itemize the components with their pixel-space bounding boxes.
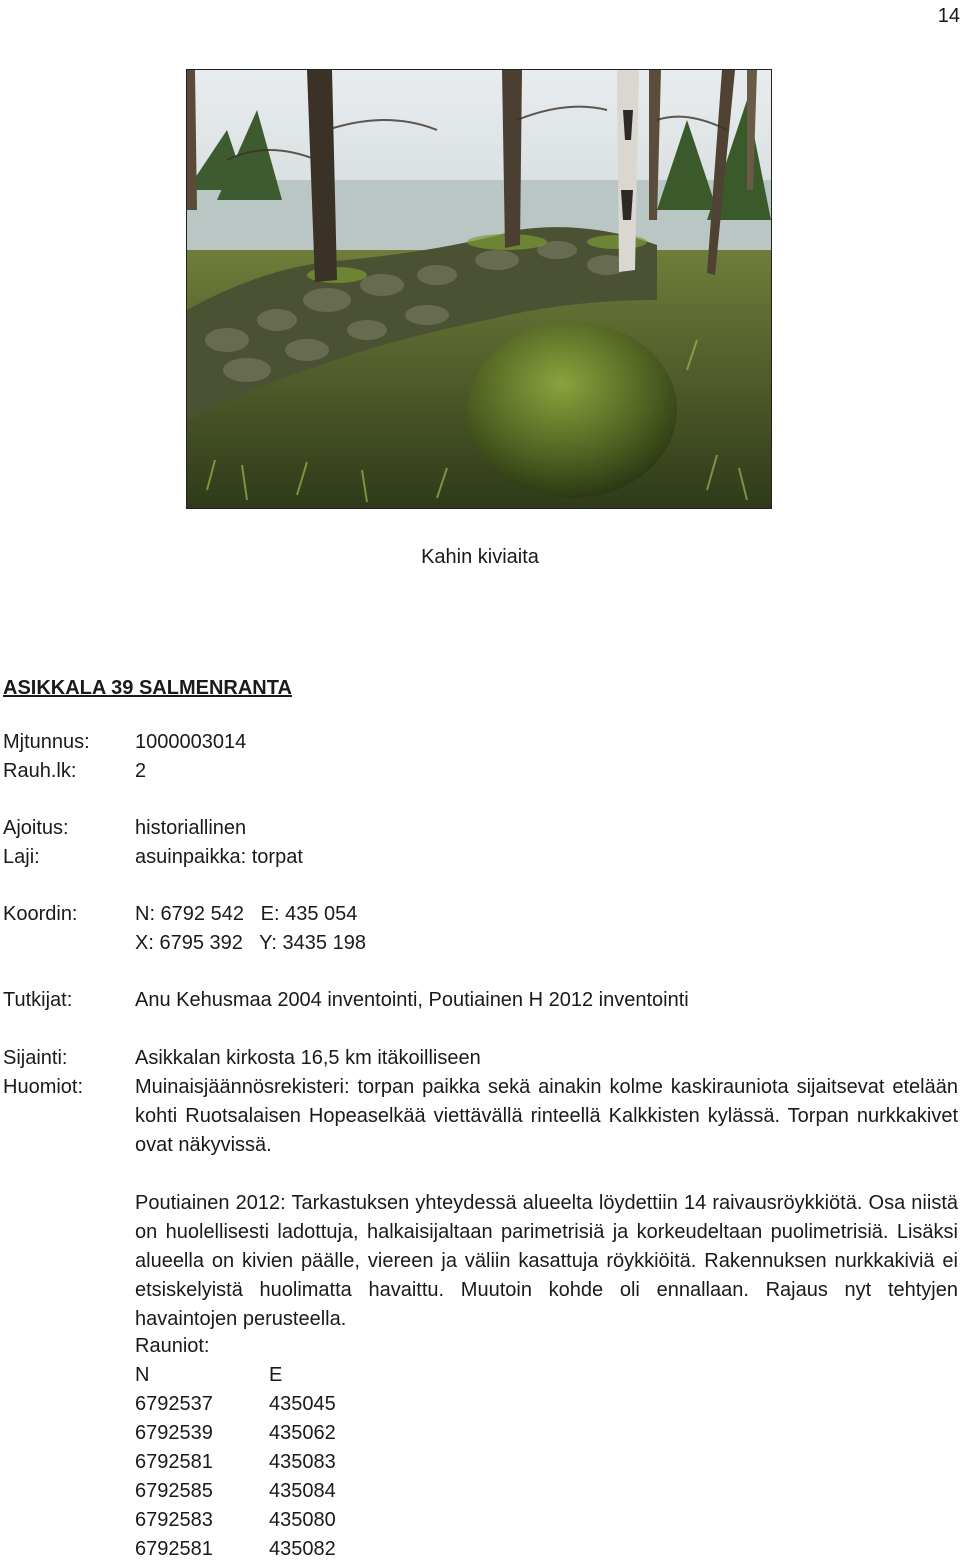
rauniot-header-e: E [269,1364,283,1386]
photo-caption: Kahin kiviaita [421,546,539,568]
mjtunnus-value: 1000003014 [135,731,247,753]
rauniot-n: 6792585 [135,1480,213,1502]
tutkijat-value: Anu Kehusmaa 2004 inventointi, Poutiainen H 2012 inventointi [135,989,689,1011]
koordin-line1: N: 6792 542 E: 435 054 [135,903,358,925]
huomiot-text [135,1073,958,1334]
koordin-line2: X: 6795 392 Y: 3435 198 [135,932,366,954]
ajoitus-label: Ajoitus: [3,817,69,839]
laji-value: asuinpaikka: torpat [135,846,303,868]
rauniot-e: 435062 [269,1422,336,1444]
huomiot-paragraph-1: Muinaisjäännösrekisteri: torpan paikka sekä ainakin kolme kaskirauniota sijaitsevat etelään kohti Ruotsalaisen Hopeaselkää viettävällä rinteellä Kalkkisten kylässä. Torpan nurkkakivet ovat näkyvissä. [135,1076,958,1156]
koordin-label: Koordin: [3,903,78,925]
table-row [135,1506,336,1535]
table-row [135,1535,336,1564]
ajoitus-value: historiallinen [135,817,247,839]
site-title: ASIKKALA 39 SALMENRANTA [3,677,292,699]
table-row [135,1448,336,1477]
sijainti-label: Sijainti: [3,1047,68,1069]
rauniot-n: 6792537 [135,1393,213,1415]
tutkijat-label: Tutkijat: [3,989,73,1011]
rauniot-header-n: N [135,1364,150,1386]
laji-label: Laji: [3,846,40,868]
rauh-value: 2 [135,760,147,782]
rauniot-table [135,1361,336,1564]
photo-forest-stone-wall [187,70,771,508]
rauniot-n: 6792581 [135,1451,213,1473]
page-number: 14 [937,5,960,27]
rauniot-header-row [135,1361,336,1390]
rauniot-e: 435084 [269,1480,336,1502]
rauniot-e: 435080 [269,1509,336,1531]
site-photo [186,69,772,509]
huomiot-paragraph-2: Poutiainen 2012: Tarkastuksen yhteydessä alueelta löydettiin 14 raivausröykkiötä. Osa niistä on huolellisesti ladottuja, halkaisijaltaan parimetrisiä ja korkeudeltaan puolimetrisiä. Lisäksi alueella on kivien päälle, viereen ja väliin kasattuja röykkiöitä. Rakennuksen nurkkakiviä ei etsiskelyistä huolimatta havaittu. Muutoin kohde oli ennallaan. Rajaus nyt tehtyjen havaintojen perusteella. [135,1192,958,1330]
table-row [135,1390,336,1419]
sijainti-value: Asikkalan kirkosta 16,5 km itäkoilliseen [135,1047,481,1069]
rauniot-n: 6792583 [135,1509,213,1531]
rauniot-e: 435045 [269,1393,336,1415]
rauniot-e: 435082 [269,1538,336,1560]
table-row [135,1419,336,1448]
rauniot-e: 435083 [269,1451,336,1473]
mjtunnus-label: Mjtunnus: [3,731,90,753]
rauniot-label: Rauniot: [135,1335,210,1357]
table-row [135,1477,336,1506]
huomiot-label: Huomiot: [3,1076,84,1098]
rauniot-n: 6792539 [135,1422,213,1444]
rauh-label: Rauh.lk: [3,760,77,782]
rauniot-n: 6792581 [135,1538,213,1560]
